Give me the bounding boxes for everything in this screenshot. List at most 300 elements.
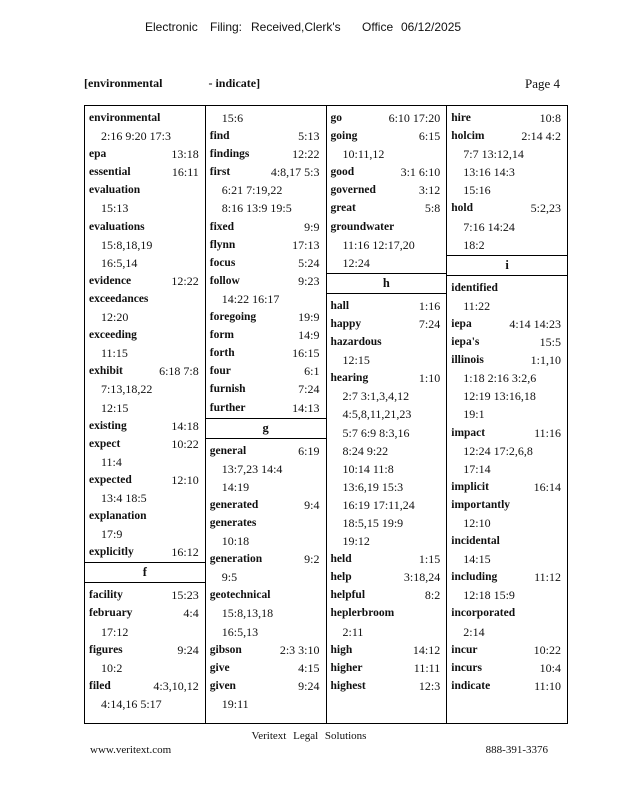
page-line-citation: 19:12 (342, 534, 370, 549)
index-term: exhibit (89, 365, 123, 378)
page-line-citation: 14:9 (298, 328, 320, 343)
index-line (327, 677, 447, 695)
page-number: Page 4 (524, 76, 560, 91)
page-line-citation: 14:19 (221, 479, 250, 494)
index-line (447, 641, 567, 659)
index-line (447, 145, 567, 163)
index-line (206, 550, 326, 568)
index-term: four (209, 365, 231, 378)
index-line (85, 489, 205, 507)
page-line-citation: 10:18 (221, 534, 250, 549)
index-line (85, 218, 205, 236)
index-term: essential (89, 166, 131, 179)
page-line-citation: 5:24 (298, 255, 320, 270)
index-line (447, 109, 567, 127)
index-line (206, 163, 326, 181)
page-line-citation: 8:2 (424, 588, 441, 603)
index-term: evaluation (89, 184, 141, 197)
index-line (85, 163, 205, 181)
index-term: flynn (209, 238, 236, 251)
index-line (327, 604, 447, 622)
index-line (85, 471, 205, 489)
index-line (327, 369, 447, 387)
index-line (447, 387, 567, 405)
page-line-citation: 12:19 13:16,18 (463, 389, 536, 404)
index-line (447, 424, 567, 442)
index-line (206, 586, 326, 604)
page-line-citation: 1:18 2:16 3:2,6 (463, 371, 537, 386)
index-term: good (330, 166, 355, 179)
index-range (84, 76, 260, 91)
index-line (85, 344, 205, 362)
index-term: heplerbroom (330, 607, 395, 620)
index-term: importantly (451, 498, 511, 511)
page-line-citation: 1:10 (418, 371, 441, 386)
page-line-citation: 5:7 6:9 8:3,16 (342, 425, 410, 440)
index-line (206, 380, 326, 398)
index-line (85, 380, 205, 398)
page-line-citation: 5:13 (298, 129, 320, 144)
index-line (85, 677, 205, 695)
index-term: given (209, 679, 236, 692)
filing-date: 06/12/2025 (401, 20, 462, 34)
index-line (206, 344, 326, 362)
page-line-citation: 17:12 (101, 624, 129, 639)
index-line (327, 254, 447, 272)
index-line (447, 532, 567, 550)
index-line (206, 399, 326, 417)
page-line-citation: 13:6,19 15:3 (342, 479, 404, 494)
index-line (327, 586, 447, 604)
page-line-citation: 17:13 (292, 237, 320, 252)
section-letter: f (85, 562, 205, 583)
index-line (85, 326, 205, 344)
index-line (447, 496, 567, 514)
page-line-citation: 7:13,18,22 (101, 382, 153, 397)
page-line-citation: 8:24 9:22 (342, 443, 389, 458)
index-line (85, 695, 205, 713)
index-term: february (89, 607, 133, 620)
index-line (206, 496, 326, 514)
page-line-citation: 12:24 17:2,6,8 (463, 443, 533, 458)
index-line (327, 514, 447, 532)
index-term: find (209, 130, 230, 143)
page-line-citation: 12:15 (342, 353, 370, 368)
page-line-citation: 1:16 (418, 298, 441, 313)
page-line-citation: 5:2,23 (530, 201, 561, 216)
index-term: held (330, 553, 352, 566)
page-line-citation: 4:3,10,12 (153, 678, 199, 693)
page-line-citation: 4:8,17 5:3 (270, 165, 320, 180)
page-line-citation: 15:23 (171, 588, 199, 603)
page-line-citation: 4:5,8,11,21,23 (342, 407, 412, 422)
index-term: evidence (89, 274, 132, 287)
index-line (447, 442, 567, 460)
index-column (206, 106, 327, 723)
index-term: epa (89, 148, 107, 161)
page-line-citation: 1:1,10 (530, 353, 561, 368)
page-line-citation: 9:5 (221, 570, 238, 585)
index-line (447, 586, 567, 604)
filing-header-part4: Office (362, 20, 394, 34)
index-line (447, 623, 567, 641)
section-letter: i (447, 255, 567, 276)
page-line-citation: 13:7,23 14:4 (221, 461, 283, 476)
index-line (327, 387, 447, 405)
index-line (327, 315, 447, 333)
page-line-citation: 18:2 (463, 237, 485, 252)
index-line (85, 308, 205, 326)
index-line (206, 604, 326, 622)
index-term: explanation (89, 510, 147, 523)
index-line (206, 641, 326, 659)
index-term: general (209, 444, 247, 457)
index-term: going (330, 130, 358, 143)
index-line (85, 399, 205, 417)
index-range-start: [environmental (84, 76, 163, 90)
page-line-citation: 10:8 (539, 111, 561, 125)
index-term: iepa (451, 317, 472, 330)
index-line (206, 568, 326, 586)
page-line-citation: 7:24 (298, 382, 320, 397)
index-term: helpful (330, 589, 366, 602)
index-line (327, 460, 447, 478)
filing-header-part2: Filing: (210, 20, 243, 34)
index-term: highest (330, 679, 366, 692)
index-term: furnish (209, 383, 246, 396)
page-line-citation: 12:10 (171, 472, 199, 487)
index-line (85, 417, 205, 435)
page-line-citation: 16:5,13 (221, 624, 259, 639)
page-line-citation: 9:23 (298, 273, 320, 288)
index-line (447, 279, 567, 297)
page-line-citation: 13:18 (171, 147, 199, 162)
index-line (447, 127, 567, 145)
index-line (447, 550, 567, 568)
page-line-citation: 14:22 16:17 (221, 291, 280, 306)
index-line (327, 532, 447, 550)
index-column (447, 106, 567, 723)
index-term: form (209, 329, 235, 342)
index-term: exceedances (89, 292, 149, 305)
index-line (327, 424, 447, 442)
index-line (206, 442, 326, 460)
index-line (206, 109, 326, 127)
page-line-citation: 11:16 12:17,20 (342, 237, 415, 252)
index-term: including (451, 571, 498, 584)
page-line-citation: 10:22 (533, 642, 561, 657)
page-line-citation: 17:14 (463, 461, 491, 476)
index-line (206, 218, 326, 236)
index-line (206, 623, 326, 641)
index-term: hall (330, 299, 350, 312)
page-line-citation: 12:10 (463, 515, 491, 530)
index-line (85, 362, 205, 380)
page-line-citation: 7:7 13:12,14 (463, 147, 524, 162)
footer-company: Veritext Legal Solutions (251, 730, 367, 742)
index-term: first (209, 166, 231, 179)
page-line-citation: 10:4 (539, 660, 561, 675)
index-line (447, 659, 567, 677)
page-line-citation: 19:9 (298, 310, 320, 325)
page-line-citation: 2:3 3:10 (279, 642, 320, 657)
page-line-citation: 16:15 (292, 346, 320, 361)
index-line (447, 405, 567, 423)
page-line-citation: 9:24 (177, 642, 199, 657)
index-term: follow (209, 274, 240, 287)
page-line-citation: 12:18 15:9 (463, 588, 515, 603)
page-line-citation: 9:4 (304, 497, 320, 512)
index-line (206, 362, 326, 380)
index-line (206, 326, 326, 344)
page-line-citation: 11:12 (534, 570, 561, 585)
index-line (206, 199, 326, 217)
index-term: facility (89, 589, 123, 602)
index-line (327, 145, 447, 163)
index-term: incur (451, 643, 478, 656)
index-line (327, 236, 447, 254)
index-term: findings (209, 148, 250, 161)
index-line (447, 163, 567, 181)
index-line (447, 604, 567, 622)
index-column (327, 106, 448, 723)
page-line-citation: 4:14,16 5:17 (101, 696, 162, 711)
index-term: geotechnical (209, 589, 271, 602)
index-line (327, 109, 447, 127)
page-line-citation: 18:5,15 19:9 (342, 515, 404, 530)
page-line-citation: 15:6 (221, 111, 244, 125)
index-term: filed (89, 679, 111, 692)
index-line (327, 163, 447, 181)
page-line-citation: 4:14 14:23 (509, 316, 561, 331)
page-line-citation: 4:15 (298, 660, 320, 675)
page-line-citation: 2:7 3:1,3,4,12 (342, 389, 410, 404)
page-line-citation: 12:22 (171, 273, 199, 288)
page-line-citation: 2:11 (342, 624, 364, 639)
index-term: expected (89, 473, 132, 486)
index-line (447, 677, 567, 695)
index-term: gibson (209, 643, 242, 656)
page-line-citation: 2:16 9:20 17:3 (101, 129, 172, 144)
page-line-citation: 4:4 (183, 606, 199, 621)
page-line-citation: 6:1 (304, 364, 320, 379)
section-letter: h (327, 273, 447, 294)
index-term: hold (451, 202, 473, 215)
index-line (447, 333, 567, 351)
page-line-citation: 9:2 (304, 552, 320, 567)
footer-phone: 888-391-3376 (485, 744, 548, 756)
index-line (327, 568, 447, 586)
page-line-citation: 15:13 (101, 201, 129, 216)
page-line-citation: 15:8,13,18 (221, 606, 274, 621)
index-term: incurs (451, 661, 482, 674)
page-line-citation: 12:24 (342, 255, 370, 270)
page-line-citation: 5:8 (424, 201, 441, 216)
page-line-citation: 6:10 17:20 (388, 111, 441, 125)
index-term: identified (451, 281, 498, 294)
index-line (85, 435, 205, 453)
page-line-citation: 16:19 17:11,24 (342, 497, 415, 512)
index-line (85, 109, 205, 127)
page-line-citation: 7:24 (418, 316, 441, 331)
index-term: generation (209, 553, 263, 566)
index-line (85, 145, 205, 163)
page-line-citation: 11:16 (534, 425, 561, 440)
index-line (327, 333, 447, 351)
index-term: high (330, 643, 353, 656)
index-term: explicitly (89, 546, 134, 559)
page-line-citation: 12:15 (101, 400, 129, 415)
page-line-citation: 12:20 (101, 310, 129, 325)
index-line (85, 604, 205, 622)
page-line-citation: 10:22 (171, 436, 199, 451)
index-term: focus (209, 256, 236, 269)
index-line (85, 543, 205, 561)
page-line-citation: 9:9 (304, 219, 320, 234)
index-term: hearing (330, 372, 369, 385)
page-line-citation: 16:11 (171, 165, 199, 180)
word-index-table (84, 105, 568, 724)
index-term: environmental (89, 112, 161, 124)
page-line-citation: 11:15 (101, 346, 128, 361)
index-line (447, 369, 567, 387)
index-term: incorporated (451, 607, 516, 620)
page-line-citation: 3:1 6:10 (400, 165, 441, 180)
index-term: help (330, 571, 352, 584)
index-line (327, 199, 447, 217)
index-term: fixed (209, 220, 235, 233)
page-line-citation: 10:2 (101, 660, 123, 675)
index-term: implicit (451, 480, 489, 493)
index-term: expect (89, 437, 121, 450)
page-line-citation: 9:24 (298, 678, 320, 693)
page-line-citation: 10:11,12 (342, 147, 385, 162)
index-term: hazardous (330, 336, 382, 349)
index-line (447, 315, 567, 333)
index-line (85, 272, 205, 290)
index-line (447, 199, 567, 217)
page-line-citation: 17:9 (101, 527, 123, 542)
page-line-citation: 11:4 (101, 454, 122, 469)
index-term: great (330, 202, 356, 215)
page-line-citation: 12:3 (418, 678, 441, 693)
page-line-citation: 16:12 (171, 545, 199, 560)
page-line-citation: 6:21 7:19,22 (221, 183, 283, 198)
index-line (85, 290, 205, 308)
index-line (85, 586, 205, 604)
index-term: foregoing (209, 311, 257, 324)
index-term: happy (330, 317, 362, 330)
page-line-citation: 3:18,24 (403, 570, 441, 585)
index-line (327, 351, 447, 369)
index-line (85, 181, 205, 199)
index-line (327, 297, 447, 315)
index-term: iepa's (451, 336, 480, 349)
index-term: holcim (451, 130, 485, 143)
index-line (85, 641, 205, 659)
page-line-citation: 15:16 (463, 183, 491, 198)
index-term: incidental (451, 535, 500, 548)
index-line (327, 181, 447, 199)
index-term: existing (89, 419, 127, 432)
index-line (447, 460, 567, 478)
index-term: illinois (451, 354, 484, 367)
index-line (85, 236, 205, 254)
page-line-citation: 10:14 11:8 (342, 461, 394, 476)
page-line-citation: 2:14 4:2 (521, 129, 561, 144)
index-line (327, 442, 447, 460)
page-line-citation: 13:16 14:3 (463, 165, 515, 180)
page-line-citation: 2:14 (463, 624, 485, 639)
index-line (447, 236, 567, 254)
index-line (206, 677, 326, 695)
index-line (206, 272, 326, 290)
index-line (327, 659, 447, 677)
index-line (447, 351, 567, 369)
index-line (327, 623, 447, 641)
index-line (327, 405, 447, 423)
index-line (85, 453, 205, 471)
index-line (327, 478, 447, 496)
page-line-citation: 15:5 (539, 335, 561, 350)
page-line-citation: 14:15 (463, 552, 491, 567)
index-term: go (330, 112, 342, 124)
index-line (327, 218, 447, 236)
page-line-citation: 13:4 18:5 (101, 490, 147, 505)
page-line-citation: 16:5,14 (101, 255, 138, 270)
index-line (206, 181, 326, 199)
index-line (85, 254, 205, 272)
index-line (206, 659, 326, 677)
index-term: impact (451, 426, 486, 439)
index-term: indicate (451, 679, 491, 692)
index-line (327, 641, 447, 659)
page-line-citation: 14:13 (292, 400, 320, 415)
page-line-citation: 16:14 (533, 479, 561, 494)
index-term: generated (209, 498, 259, 511)
page-line-citation: 7:16 14:24 (463, 219, 515, 234)
index-line (206, 236, 326, 254)
index-line (206, 532, 326, 550)
index-term: exceeding (89, 329, 137, 342)
index-term: forth (209, 347, 235, 360)
index-line (206, 695, 326, 713)
index-line (447, 218, 567, 236)
index-term: further (209, 401, 246, 414)
index-line (206, 145, 326, 163)
index-line (447, 514, 567, 532)
index-column (85, 106, 206, 723)
index-line (206, 460, 326, 478)
index-term: generates (209, 516, 257, 529)
page-line-citation: 6:15 (418, 129, 441, 144)
index-line (206, 308, 326, 326)
index-line (85, 659, 205, 677)
page-line-citation: 11:22 (463, 298, 491, 313)
index-line (447, 568, 567, 586)
page-line-citation: 3:12 (418, 183, 441, 198)
page-line-citation: 19:1 (463, 407, 485, 422)
index-line (206, 290, 326, 308)
index-term: groundwater (330, 220, 395, 233)
index-line (85, 623, 205, 641)
page-line-citation: 14:18 (171, 418, 199, 433)
index-range-end: - indicate] (208, 76, 261, 90)
page-line-citation: 6:19 (298, 443, 320, 458)
index-line (327, 550, 447, 568)
page-line-citation: 19:11 (221, 696, 249, 711)
index-line (206, 514, 326, 532)
